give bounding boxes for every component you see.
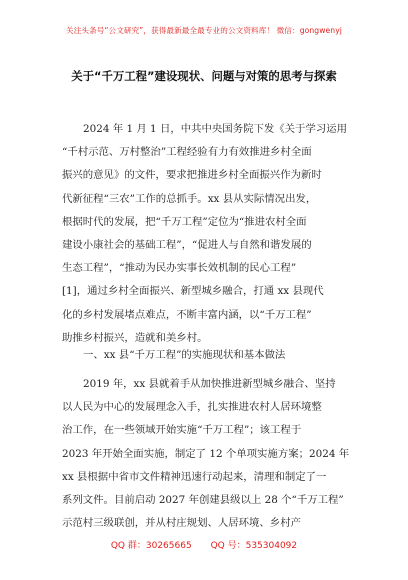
paragraph-line: 根据时代的发展，把“千万工程”定位为“推进农村全面: [62, 215, 307, 228]
paragraph-line: 系列文件。目前启动 2027 年创建县级以上 28 个“千万工程”: [62, 493, 344, 506]
header-note: 关注头条号“公文研究”，获得最新最全最专业的公文资料库！ 微信：gongwenyj: [66, 26, 342, 35]
paragraph-1: [62, 118, 352, 350]
document-title: 关于“千万工程”建设现状、问题与对策的思考与探索: [71, 69, 337, 83]
paragraph-line: 生态工程”，“推动为民办实事长效机制的民心工程”: [62, 262, 297, 275]
paragraph-line: 建设小康社会的基础工程”，“促进人与自然和谐发展的: [62, 238, 312, 251]
footer-qq-group: QQ 群：30265665: [110, 541, 192, 551]
paragraph-line: 化的乡村发展堵点难点，不断丰富内涵，以“千万工程”: [62, 308, 312, 321]
paragraph-line: 振兴的意见》的文件，要求把推进乡村全面振兴作为新时: [62, 169, 322, 182]
paragraph-line: 示范村三级联创，并从村庄规划、人居环境、乡村产: [62, 517, 301, 530]
footer-qq-number: QQ 号：535304092: [210, 541, 298, 551]
paragraph-2: [62, 373, 352, 535]
paragraph-line: “千村示范、万村整治”工程经验有力有效推进乡村全面: [62, 146, 312, 159]
paragraph-line: 助推乡村振兴，造就和美乡村。: [62, 331, 208, 344]
footer-contact: [0, 538, 408, 551]
paragraph-line: 2024 年 1 月 1 日，中共中央国务院下发《关于学习运用: [83, 123, 347, 135]
paragraph-line: 2023 年开始全面实施，制定了 12 个单项实施方案；2024 年: [62, 447, 350, 460]
paragraph-line: 治工作，在一些领域开始实施“千万工程”；该工程于: [62, 424, 302, 437]
section-heading: 一、xx 县“千万工程”的实施现状和基本做法: [83, 349, 286, 361]
paragraph-line: 以人民为中心的发展理念入手，扎实推进农村人居环境整: [62, 401, 322, 414]
paragraph-line: 2019 年，xx 县就着手从加快推进新型城乡融合、坚持: [83, 378, 336, 390]
paragraph-line: 代新征程“三农”工作的总抓手。xx 县从实际情况出发，: [62, 192, 317, 205]
paragraph-line: [1]，通过乡村全面振兴、新型城乡融合，打通 xx 县现代: [62, 285, 324, 298]
paragraph-line: xx 县根据中省市文件精神迅速行动起来，清理和制定了一: [62, 470, 327, 483]
